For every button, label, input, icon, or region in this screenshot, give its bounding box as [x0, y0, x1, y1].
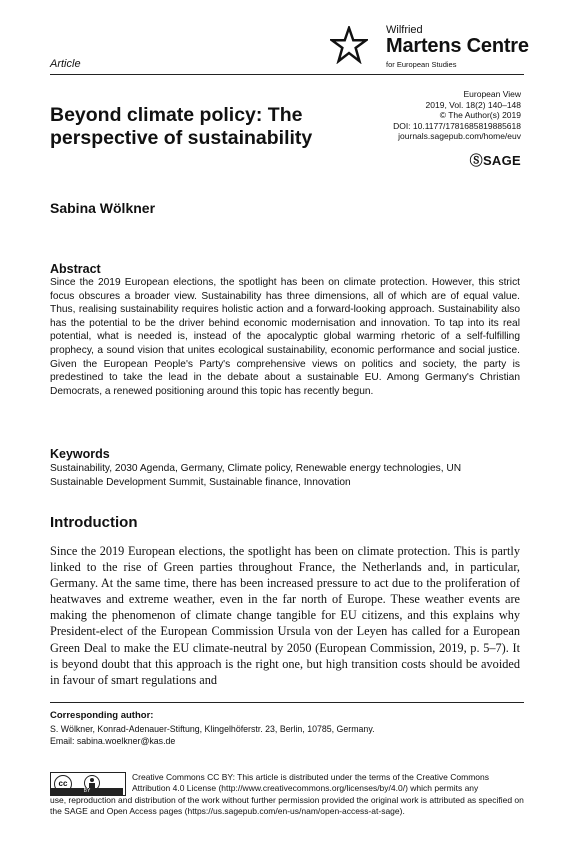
license-text-line-2: use, reproduction and distribution of the work without further permission provided the original work is attributed as specified on the SAGE and Open Access pages (https://us.sagepub.com/en-us/nam/open-access-at-sage).: [50, 795, 524, 817]
keywords-line-1: Sustainability, 2030 Agenda, Germany, Climate policy, Renewable energy technologies, UN: [50, 463, 462, 474]
logo-line-2: Martens Centre: [386, 35, 529, 57]
journal-doi[interactable]: DOI: 10.1177/1781685819885618: [393, 120, 521, 131]
license-text-line-1: Creative Commons CC BY: This article is distributed under the terms of the Creative Commons Attribution 4.0 License (http://www.creativecommons.org/licenses/by/4.0/) which permits any: [132, 772, 489, 794]
keywords-line-2: Sustainable Development Summit, Sustainable finance, Innovation: [50, 476, 351, 488]
logo-line-3: for European Studies: [386, 60, 457, 69]
abstract-heading: Abstract: [50, 262, 101, 276]
cc-icon: cc: [54, 775, 72, 793]
journal-volume: 2019, Vol. 18(2) 140–148: [425, 99, 521, 110]
introduction-text: Since the 2019 European elections, the spotlight has been on climate protection. This is partly linked to the rise of Green parties throughout France, the Netherlands and, in particular, Germany. At the same time, there has been increased pressure to act due to the proliferation of heatwaves and extreme weather, even in the far north of Europe. These weather events are making the phenomenon of climate change tangible for EU citizens, and this explains why President-elect of the European Commission Ursula von der Leyen has called for a European Green Deal to make the EU climate-neutral by 2050 (European Commission, 2019, p. 5–7). It is beyond doubt that this approach is the right one, but high transition costs should be avoided in favour of smart regulations and: [50, 544, 520, 687]
article-title-line-2: perspective of sustainability: [50, 127, 313, 149]
abstract-text: Since the 2019 European elections, the spotlight has been on climate protection. However, this strict focus obscures a broader view. Sustainability has three dimensions, all of which are of equal value. Thus, realising sustainability requires holistic action and a forward-looking approach. Sustainability also has the potential to be the driver behind economic modernisation and innovation. To tap into its real potential, what is needed is, instead of the apocalyptic global warming rhetoric of a self-fulfilling prophecy, a sound vision that unites ecological sustainability, economic performance and social justice. Given the European People's Party's comprehensive views on politics and society, the party is predestined to take the lead in the debate about a sustainable EU. Among Germany's Christian Democrats, a renewed positioning around this topic has recently begun.: [50, 277, 520, 397]
keywords-heading: Keywords: [50, 447, 110, 461]
article-title-line-1: Beyond climate policy: The: [50, 104, 303, 126]
article-title: [50, 104, 350, 150]
sage-s-icon: Ⓢ: [469, 153, 483, 168]
journal-url[interactable]: journals.sagepub.com/home/euv: [398, 131, 521, 142]
footer-divider: [50, 702, 524, 703]
corresponding-email[interactable]: Email: sabina.woelkner@kas.de: [50, 736, 176, 746]
martens-centre-logo: [330, 24, 530, 74]
journal-info: [393, 89, 521, 142]
sage-logo: [470, 150, 521, 169]
sage-label: SAGE: [482, 153, 521, 168]
logo-line-1: Wilfried: [386, 24, 423, 36]
journal-name: European View: [463, 89, 521, 99]
keywords-text: [50, 462, 520, 489]
article-author: Sabina Wölkner: [50, 200, 156, 216]
article-type-label: Article: [50, 58, 81, 70]
by-label: BY: [51, 788, 123, 795]
cc-by-badge-icon: [50, 772, 126, 796]
header-divider: [50, 74, 524, 75]
corresponding-address: S. Wölkner, Konrad-Adenauer-Stiftung, Klingelhöferstr. 23, Berlin, 10785, Germany.: [50, 724, 375, 734]
introduction-heading: Introduction: [50, 514, 138, 531]
corresponding-author-heading: Corresponding author:: [50, 710, 154, 721]
journal-copyright: © The Author(s) 2019: [439, 110, 521, 121]
corresponding-author-details: [50, 723, 375, 747]
star-icon: [330, 26, 368, 64]
